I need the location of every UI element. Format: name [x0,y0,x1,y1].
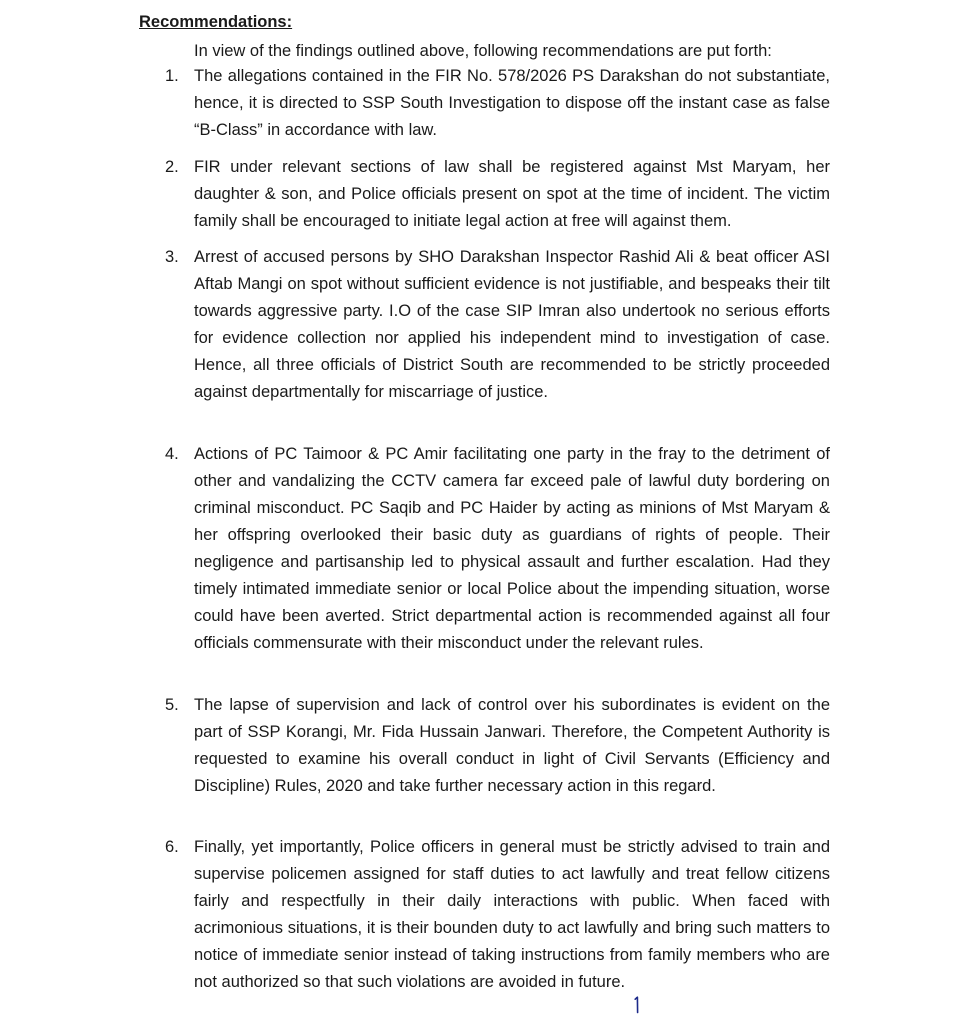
recommendation-item [165,63,833,144]
handwritten-initial-mark-icon [634,996,640,1014]
recommendation-item [165,154,833,235]
section-heading: Recommendations: [139,13,293,31]
item-text: The allegations contained in the FIR No. 578/2026 PS Darakshan do not substantiate, hence, it is directed to SSP South Investigation to dispose off the instant case as false “B-Class” in accordance with law. [194,67,830,139]
item-number: 4. [165,445,179,463]
recommendation-item [165,692,833,800]
item-text: Actions of PC Taimoor & PC Amir facilitating one party in the fray to the detriment of other and vandalizing the CCTV camera far exceed pale of lawful duty bordering on criminal misconduct. PC Saqib and PC Haider by acting as minions of Mst Maryam & her offspring overlooked their basic duty as guardians of rights of people. Their negligence and partisanship led to physical assault and further escalation. Had they timely intimated immediate senior or local Police about the impending situation, worse could have been averted. Strict departmental action is recommended against all four officials commensurate with their misconduct under the relevant rules. [194,445,830,652]
item-text: Finally, yet importantly, Police officers in general must be strictly advised to train and supervise policemen assigned for staff duties to act lawfully and treat fellow citizens fairly and respectfully in their daily interactions with public. When faced with acrimonious situations, it is their bounden duty to act lawfully and bring such matters to notice of immediate senior instead of taking instructions from family members who are not authorized so that such violations are avoided in future. [194,838,830,991]
intro-paragraph: In view of the findings outlined above, following recommendations are put forth: [194,42,772,60]
recommendation-item [165,834,833,996]
item-text: The lapse of supervision and lack of control over his subordinates is evident on the part of SSP Korangi, Mr. Fida Hussain Janwari. Therefore, the Competent Authority is requested to examine his overall conduct in light of Civil Servants (Efficiency and Discipline) Rules, 2020 and take further necessary action in this regard. [194,696,830,795]
item-number: 1. [165,67,179,85]
recommendation-item [165,441,833,657]
item-number: 2. [165,158,179,176]
recommendation-item [165,244,833,406]
item-text: FIR under relevant sections of law shall be registered against Mst Maryam, her daughter & son, and Police officials present on spot at the time of incident. The victim family shall be encouraged to initiate legal action at free will against them. [194,158,830,230]
item-number: 5. [165,696,179,714]
item-text: Arrest of accused persons by SHO Darakshan Inspector Rashid Ali & beat officer ASI Aftab Mangi on spot without sufficient evidence is not justifiable, and bespeaks their tilt towards aggressive party. I.O of the case SIP Imran also undertook no serious efforts for evidence collection nor applied his independent mind to investigation of case. Hence, all three officials of District South are recommended to be strictly proceeded against departmentally for miscarriage of justice. [194,248,830,401]
item-number: 3. [165,248,179,266]
item-number: 6. [165,838,179,856]
